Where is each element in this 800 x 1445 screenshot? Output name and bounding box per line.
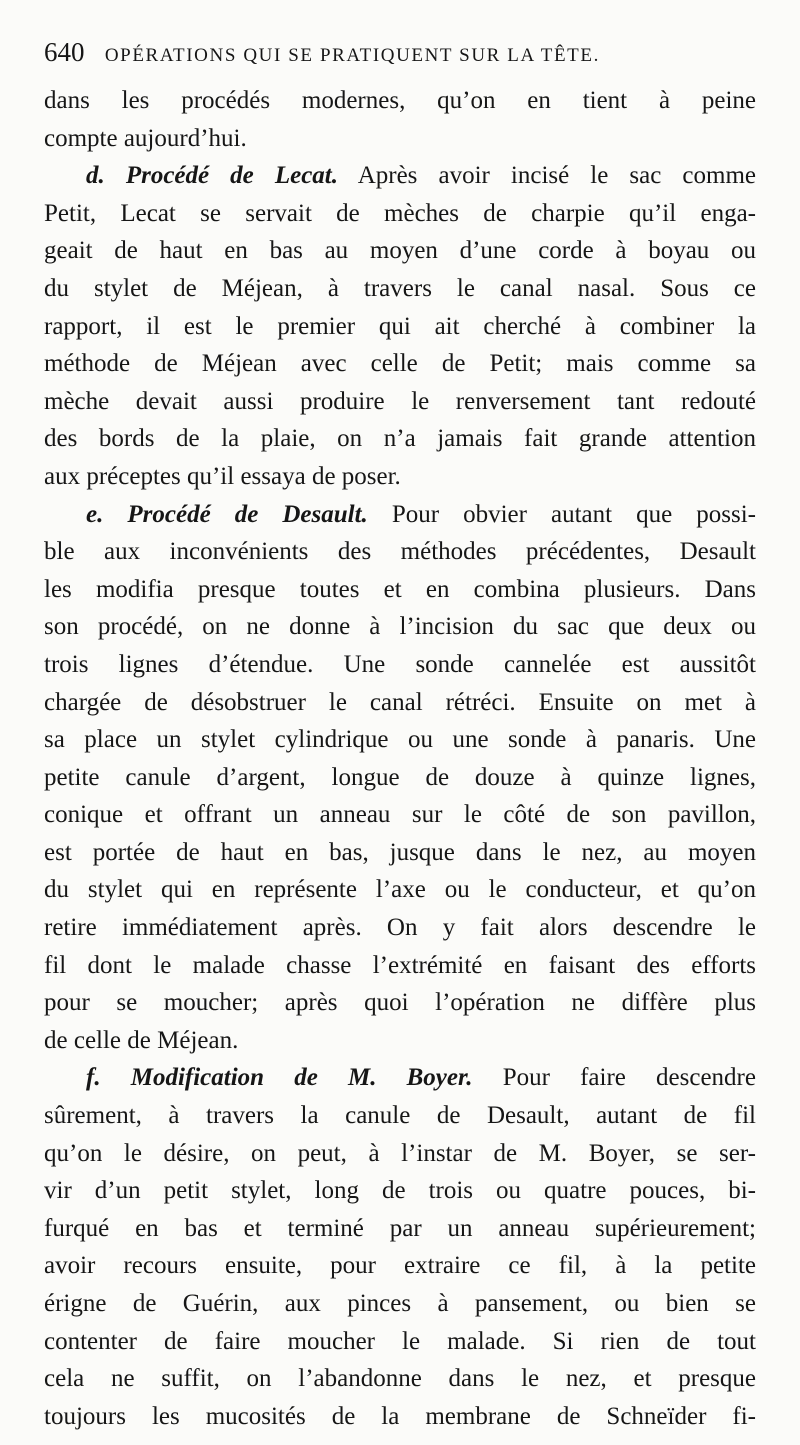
line-text: Pour obvier autant que possi- — [367, 500, 756, 528]
text-line — [44, 759, 756, 797]
text-line — [44, 195, 756, 233]
text-line — [44, 345, 756, 383]
line-text: toujours les mucosités de la membrane de Schneïder fi- — [44, 1402, 756, 1430]
text-line — [44, 82, 756, 120]
line-text: rapport, il est le premier qui ait cherché à combiner la — [44, 312, 756, 340]
line-text: érigne de Guérin, aux pinces à pansement, ou bien se — [44, 1290, 756, 1317]
line-text: pour se moucher; après quoi l’opération ne diffère plus — [44, 989, 756, 1017]
page-number: 640 — [44, 37, 85, 67]
line-text: conique et offrant un anneau sur le côté de son pavillon, — [44, 801, 756, 829]
text-line — [44, 608, 756, 646]
text-line — [44, 1285, 756, 1323]
line-text: des bords de la plaie, on n’a jamais fait grande attention — [44, 425, 756, 453]
text-line — [44, 533, 756, 571]
line-text: qu’on le désire, on peut, à l’instar de M. Boyer, se ser- — [44, 1139, 756, 1167]
text-line — [44, 270, 756, 308]
text-line — [44, 646, 756, 684]
line-text: dans les procédés modernes, qu’on en tient à peine — [44, 87, 756, 114]
text-line — [44, 1210, 756, 1248]
text-line — [44, 684, 756, 722]
running-head: OPÉRATIONS QUI SE PRATIQUENT SUR LA TÊTE. — [104, 45, 600, 66]
line-text: retire immédiatement après. On y fait alors descendre le — [44, 914, 756, 942]
line-text: chargée de désobstruer le canal rétréci. Ensuite on met à — [44, 688, 756, 716]
text-line — [44, 1097, 756, 1135]
line-text: cela ne suffit, on l’abandonne dans le nez, et presque — [44, 1365, 756, 1393]
page-header — [44, 32, 770, 72]
text-line — [44, 571, 756, 609]
text-line — [44, 1247, 756, 1285]
text-line — [44, 1398, 756, 1436]
text-line — [44, 1022, 756, 1060]
section-heading: f. Modification de M. Boyer. — [86, 1064, 473, 1092]
section-heading: d. Procédé de Lecat. — [86, 162, 339, 190]
text-line — [44, 1172, 756, 1210]
text-line — [44, 157, 756, 195]
line-text: petite canule d’argent, longue de douze à quinze lignes, — [44, 763, 756, 791]
line-text: ble aux inconvénients des méthodes précédentes, Desault — [44, 538, 756, 566]
text-line — [44, 308, 756, 346]
line-text: aux préceptes qu’il essaya de poser. — [44, 462, 401, 490]
line-text: Pour faire descendre — [472, 1064, 756, 1092]
line-text: fil dont le malade chasse l’extrémité en faisant des efforts — [44, 951, 756, 979]
line-text: furqué en bas et terminé par un anneau supérieurement; — [44, 1214, 756, 1242]
text-line — [44, 721, 756, 759]
text-line — [44, 1059, 756, 1097]
line-text: de celle de Méjean. — [44, 1026, 239, 1054]
text-line — [44, 984, 756, 1022]
section-heading: e. Procédé de Desault. — [86, 500, 368, 528]
text-line — [44, 909, 756, 947]
text-line — [44, 796, 756, 834]
line-text: du stylet de Méjean, à travers le canal nasal. Sous ce — [44, 274, 756, 302]
line-text: est portée de haut en bas, jusque dans le nez, au moyen — [44, 838, 756, 866]
text-line — [44, 1360, 756, 1398]
text-line — [44, 947, 756, 985]
line-text: du stylet qui en représente l’axe ou le conducteur, et qu’on — [44, 876, 756, 904]
text-line — [44, 1135, 756, 1173]
text-line — [44, 1323, 756, 1361]
text-line — [44, 420, 756, 458]
text-line — [44, 496, 756, 534]
line-text: mèche devait aussi produire le renversement tant redouté — [44, 387, 756, 415]
line-text: contenter de faire moucher le malade. Si rien de tout — [44, 1327, 756, 1355]
line-text: sûrement, à travers la canule de Desault, autant de fil — [44, 1102, 756, 1130]
text-line — [44, 232, 756, 270]
line-text: avoir recours ensuite, pour extraire ce fil, à la petite — [44, 1252, 756, 1280]
text-line — [44, 458, 756, 496]
text-line — [44, 871, 756, 909]
line-text: Après avoir incisé le sac comme — [338, 162, 756, 190]
line-text: trois lignes d’étendue. Une sonde cannelée est aussitôt — [44, 650, 756, 678]
line-text: compte aujourd’hui. — [44, 124, 247, 152]
line-text: les modifia presque toutes et en combina plusieurs. Dans — [44, 575, 756, 603]
text-line — [44, 834, 756, 872]
line-text: sa place un stylet cylindrique ou une sonde à panaris. Une — [44, 726, 756, 754]
text-line — [44, 383, 756, 421]
line-text: méthode de Méjean avec celle de Petit; mais comme sa — [44, 350, 756, 378]
line-text: son procédé, on ne donne à l’incision du sac que deux ou — [44, 613, 756, 641]
body-text — [44, 82, 756, 1435]
line-text: vir d’un petit stylet, long de trois ou quatre pouces, bi- — [44, 1177, 756, 1205]
line-text: geait de haut en bas au moyen d’une corde à boyau ou — [44, 237, 756, 265]
text-line — [44, 120, 756, 158]
line-text: Petit, Lecat se servait de mèches de charpie qu’il enga- — [44, 199, 756, 227]
